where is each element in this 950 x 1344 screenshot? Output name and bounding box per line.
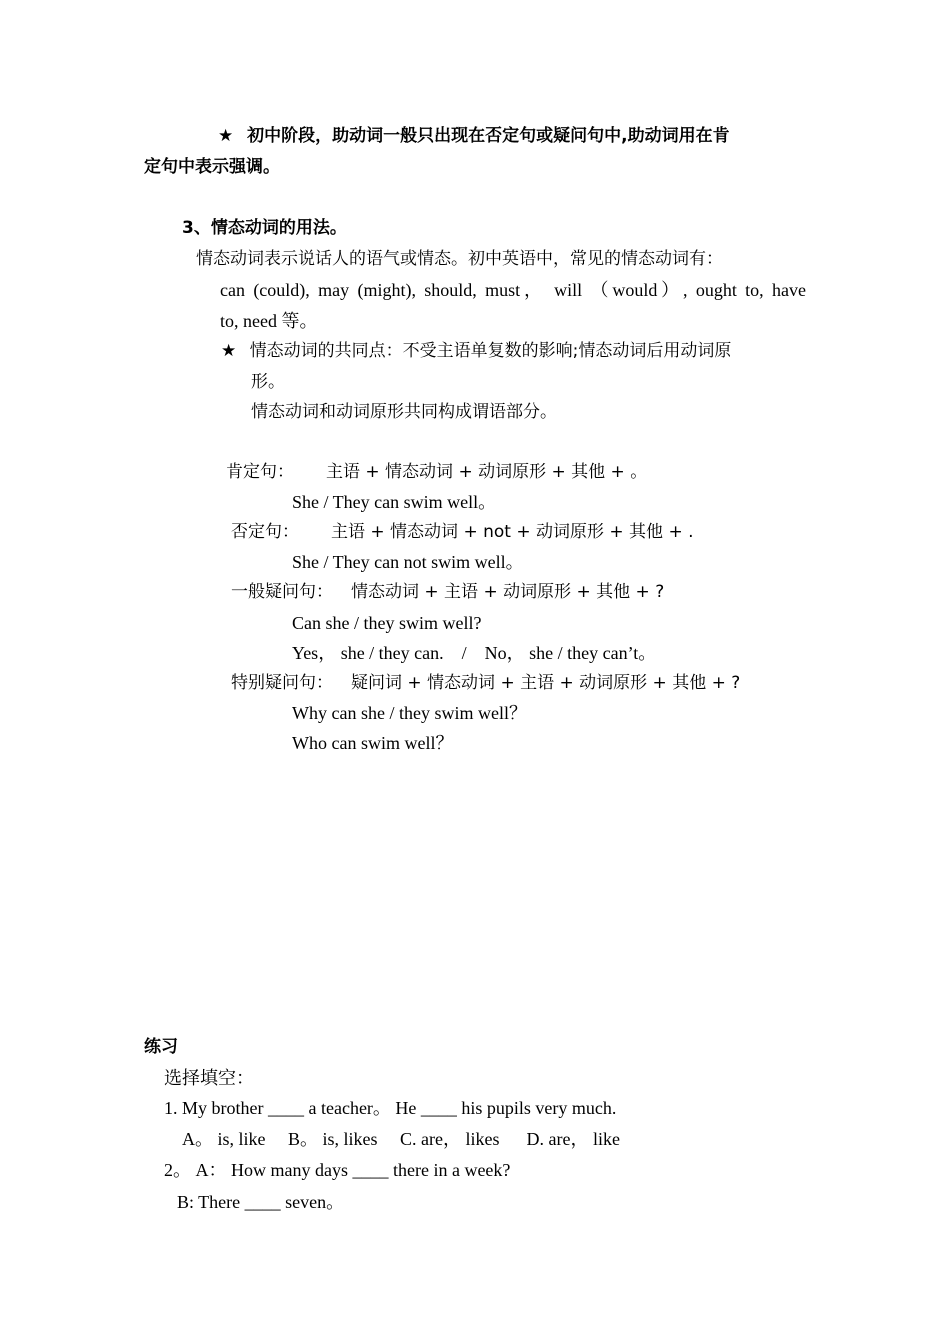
- affirmative-label: 肯定句：: [226, 462, 294, 482]
- special-question-example-2: Who can swim well？: [292, 733, 454, 753]
- affirmative-example: She / They can swim well。: [292, 492, 497, 512]
- note-star-line2: 定句中表示强调。: [144, 157, 280, 177]
- general-question-example: Can she / they swim well?: [292, 613, 482, 633]
- special-question-formula: 疑问词 + 情态动词 + 主语 + 动词原形 + 其他 + ?: [351, 673, 741, 693]
- special-question-example-1: Why can she / they swim well？: [292, 703, 527, 723]
- negative-example: She / They can not swim well。: [292, 552, 524, 572]
- section-heading: 3、情态动词的用法。: [182, 218, 347, 238]
- exercise-title: 练习: [144, 1037, 178, 1057]
- star-icon: ★: [218, 126, 234, 146]
- section-intro: 情态动词表示说话人的语气或情态。初中英语中，常见的情态动词有：: [196, 249, 723, 269]
- common-point-line1: ★ 情态动词的共同点：不受主语单复数的影响;情态动词后用动词原: [221, 341, 732, 361]
- question-1: 1. My brother ____ a teacher。 He ____ his pupils very much.: [164, 1098, 617, 1118]
- special-question-label: 特别疑问句：: [231, 673, 333, 693]
- affirmative-formula: 主语 + 情态动词 + 动词原形 + 其他 + 。: [326, 462, 648, 482]
- note-star-line1: ★ 初中阶段，助动词一般只出现在否定句或疑问句中,助动词用在肯: [218, 126, 730, 146]
- general-question-answer: Yes， she / they can. / No， she / they can’t。: [292, 643, 657, 663]
- negative-label: 否定句：: [231, 522, 299, 542]
- star-icon: ★: [221, 341, 237, 361]
- question-1-options: A。 is, like B。 is, likes C. are， likes D. are， like: [182, 1129, 620, 1149]
- negative-formula: 主语 + 情态动词 + not + 动词原形 + 其他 + .: [331, 522, 694, 542]
- modal-list-line1: can (could), may (might), should, must， will （would）, ought to, have: [220, 280, 806, 300]
- general-question-label: 一般疑问句：: [231, 582, 333, 602]
- question-2-b: B: There ____ seven。: [177, 1192, 345, 1212]
- exercise-instruction: 选择填空：: [164, 1068, 254, 1088]
- common-point-line3: 情态动词和动词原形共同构成谓语部分。: [251, 402, 557, 422]
- common-point-line2: 形。: [251, 372, 285, 392]
- modal-list-line2: to, need 等。: [220, 311, 318, 331]
- question-2-a: 2。 A： How many days ____ there in a week?: [164, 1160, 511, 1180]
- general-question-formula: 情态动词 + 主语 + 动词原形 + 其他 + ?: [351, 582, 665, 602]
